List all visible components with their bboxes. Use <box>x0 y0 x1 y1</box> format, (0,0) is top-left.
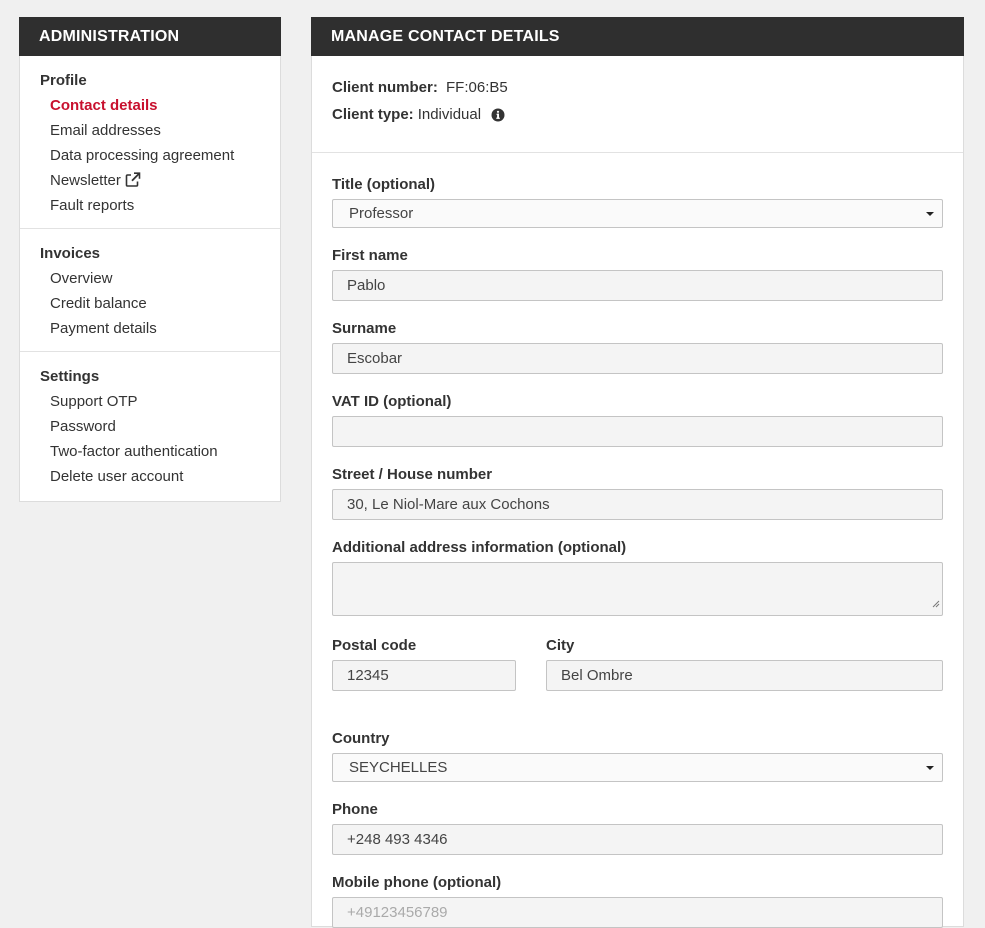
phone-label: Phone <box>332 801 378 818</box>
sidebar-item-overview[interactable]: Overview <box>50 270 113 287</box>
client-type-row <box>332 105 943 132</box>
sidebar-item-credit-balance[interactable]: Credit balance <box>50 295 147 312</box>
sidebar-title: ADMINISTRATION <box>19 17 281 56</box>
nav-heading-invoices: Invoices <box>40 245 101 262</box>
title-select[interactable] <box>332 199 943 228</box>
mobile-phone-label: Mobile phone (optional) <box>332 874 502 891</box>
mobile-field-group <box>332 873 943 928</box>
sidebar-item-password[interactable]: Password <box>50 418 116 435</box>
postal-code-input[interactable]: 12345 <box>332 660 516 691</box>
client-info <box>312 56 963 153</box>
postal-code-label: Postal code <box>332 637 417 654</box>
sidebar-item-newsletter[interactable] <box>40 168 280 193</box>
info-icon[interactable] <box>491 108 505 128</box>
city-field-group <box>546 636 943 691</box>
surname-label: Surname <box>332 320 397 337</box>
phone-field-group <box>332 800 943 855</box>
vat-field-group <box>332 392 943 447</box>
client-number-value: FF:06:B5 <box>446 79 508 96</box>
sidebar-item-contact-details[interactable]: Contact details <box>50 97 158 114</box>
first-name-input[interactable]: Pablo <box>332 270 943 301</box>
country-label: Country <box>332 730 390 747</box>
surname-field-group <box>332 319 943 374</box>
sidebar-item-delete-user-account[interactable]: Delete user account <box>50 468 184 485</box>
sidebar-item-data-processing-agreement[interactable]: Data processing agreement <box>50 147 235 164</box>
country-select[interactable] <box>332 753 943 782</box>
vat-id-label: VAT ID (optional) <box>332 393 452 410</box>
nav-heading-settings: Settings <box>40 368 100 385</box>
vat-id-input[interactable] <box>332 416 943 447</box>
contact-form <box>312 153 963 928</box>
resize-grip-icon[interactable] <box>932 595 940 613</box>
country-field-group <box>332 729 943 782</box>
chevron-down-icon <box>926 766 934 770</box>
country-select-value: SEYCHELLES <box>349 759 448 776</box>
first-name-label: First name <box>332 247 408 264</box>
additional-address-field-group <box>332 538 943 616</box>
title-field-group <box>332 175 943 228</box>
title-label: Title (optional) <box>332 176 436 193</box>
admin-sidebar <box>19 17 281 502</box>
street-input[interactable]: 30, Le Niol-Mare aux Cochons <box>332 489 943 520</box>
title-select-value: Professor <box>349 205 414 222</box>
nav-group-settings <box>20 352 280 501</box>
additional-address-textarea[interactable] <box>332 562 943 616</box>
postal-city-row <box>332 636 943 691</box>
surname-input[interactable]: Escobar <box>332 343 943 374</box>
sidebar-item-two-factor-authentication[interactable]: Two-factor authentication <box>50 443 218 460</box>
chevron-down-icon <box>926 212 934 216</box>
external-link-icon <box>125 170 141 195</box>
client-number-label: Client number: <box>332 79 438 96</box>
postal-code-field-group <box>332 636 516 691</box>
phone-input[interactable]: +248 493 4346 <box>332 824 943 855</box>
sidebar-item-support-otp[interactable]: Support OTP <box>50 393 138 410</box>
city-label: City <box>546 637 575 654</box>
nav-group-invoices <box>20 229 280 352</box>
sidebar-item-newsletter-label: Newsletter <box>50 172 121 189</box>
client-type-label: Client type: <box>332 106 414 123</box>
first-name-field-group <box>332 246 943 301</box>
additional-address-label: Additional address information (optional) <box>332 539 627 556</box>
page-title: MANAGE CONTACT DETAILS <box>311 17 964 56</box>
sidebar-item-fault-reports[interactable]: Fault reports <box>50 197 135 214</box>
city-input[interactable]: Bel Ombre <box>546 660 943 691</box>
sidebar-item-email-addresses[interactable]: Email addresses <box>50 122 161 139</box>
nav-group-profile <box>20 56 280 229</box>
nav-heading-profile: Profile <box>40 72 87 89</box>
sidebar-item-payment-details[interactable]: Payment details <box>50 320 157 337</box>
street-label: Street / House number <box>332 466 493 483</box>
client-type-value: Individual <box>417 106 482 123</box>
client-number-row <box>332 78 943 105</box>
street-field-group <box>332 465 943 520</box>
contact-details-panel <box>311 17 964 927</box>
mobile-phone-input[interactable]: +49123456789 <box>332 897 943 928</box>
